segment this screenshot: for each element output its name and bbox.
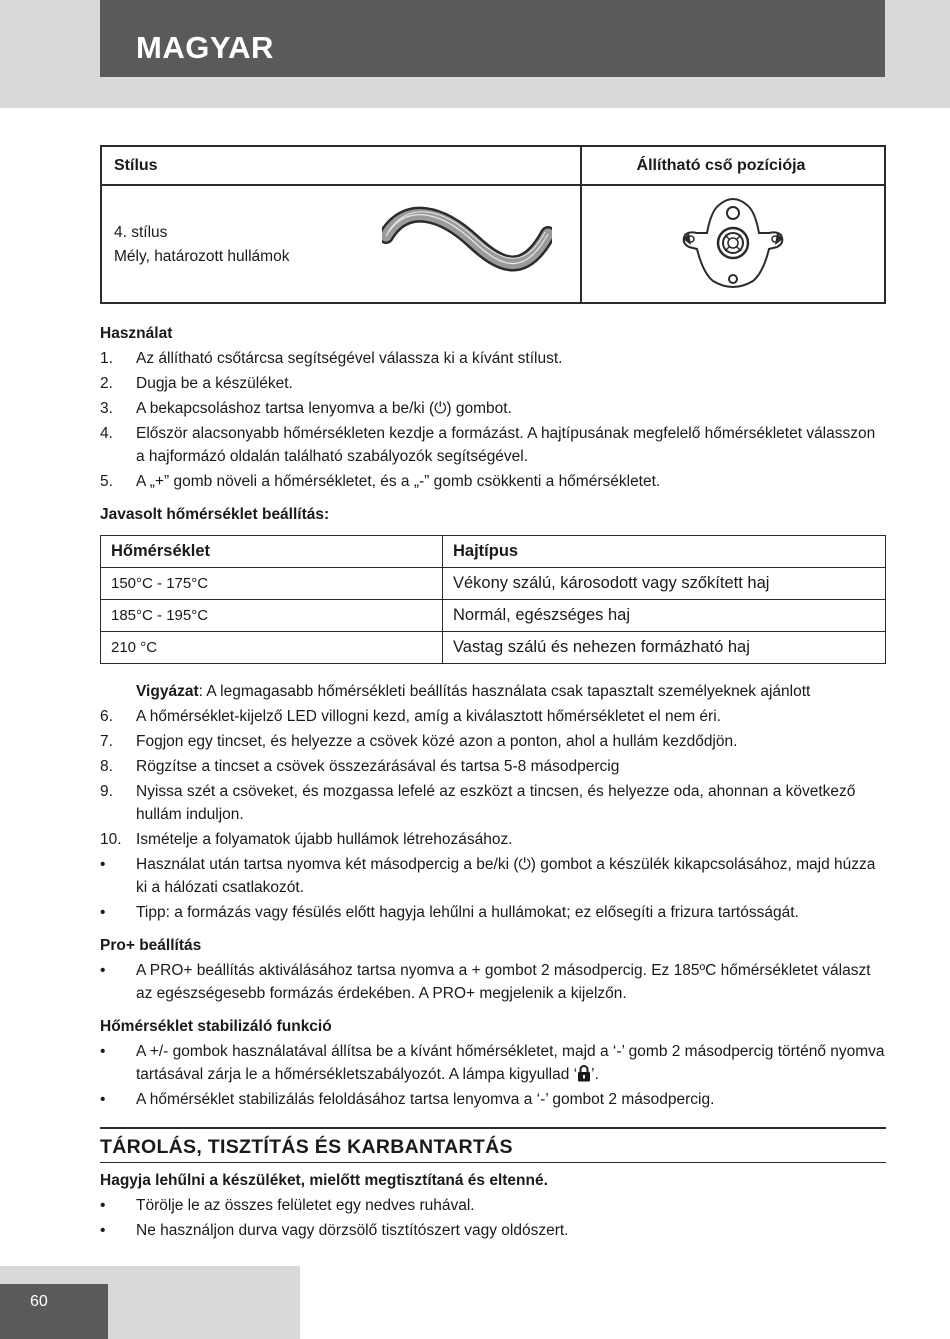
style-table [100,145,886,304]
temperature-cell: 150°C - 175°C [101,568,443,600]
language-header-bar [100,0,885,77]
list-item: • Ne használjon durva vagy dörzsölő tisztítószert vagy oldószert. [100,1222,569,1239]
list-item: • A PRO+ beállítás aktiválásához tartsa nyomva a + gombot 2 másodpercig. Ez 185ºC hőmérsékletet választ az egészségesebb formázás érdekében. A PRO+ megjelenik a kijelzőn. [100,962,871,1002]
style-name: 4. stílus [114,224,168,241]
list-item: 6. A hőmérséklet-kijelző LED villogni kezd, amíg a kiválasztott hőmérsékletet el nem éri. [100,708,721,725]
list-item: 1. Az állítható csőtárcsa segítségével válassza ki a kívánt stílust. [100,350,563,367]
list-item: 9. Nyissa szét a csöveket, és mozgassa lefelé az eszközt a tincsen, és helyezze oda, ahonnan a következő hullám induljon. [100,783,856,823]
list-item: • A +/- gombok használatával állítsa be a kívánt hőmérsékletet, majd a ‘-’ gomb 2 másodpercig történő nyomva tartásával zárja le a hőmérsékletszabályozót. A lámpa kigyullad ‘ ’. [100,1043,885,1083]
temperature-column-header: Hőmérséklet [101,536,443,568]
stabilizer-list [100,1040,886,1111]
hair-type-cell: Vastag szálú és nehezen formázható haj [443,632,886,664]
barrel-position-dial-icon [663,193,803,293]
hair-type-cell: Normál, egészséges haj [443,600,886,632]
style-cell [101,185,581,303]
language-title: MAGYAR [136,30,274,65]
temperature-cell: 185°C - 195°C [101,600,443,632]
style-column-header: Stílus [101,146,581,185]
storage-title: TÁROLÁS, TISZTÍTÁS ÉS KARBANTARTÁS [100,1127,886,1163]
style-description: Mély, határozott hullámok [114,248,290,265]
caution-note: Vigyázat: A legmagasabb hőmérsékleti beállítás használata csak tapasztalt személyeknek ajánlott [136,683,811,700]
usage-title: Használat [100,325,173,342]
temperature-cell: 210 °C [101,632,443,664]
list-item: 8. Rögzítse a tincset a csövek összezárásával és tartsa 5-8 másodpercig [100,758,620,775]
list-item: • A hőmérséklet stabilizálás feloldásához tartsa lenyomva a ‘-’ gombot 2 másodpercig. [100,1091,715,1108]
hair-type-cell: Vékony szálú, károsodott vagy szőkített haj [443,568,886,600]
list-item: 2. Dugja be a készüléket. [100,375,293,392]
list-item: 7. Fogjon egy tincset, és helyezze a csövek közé azon a ponton, ahol a hullám kezdődjön. [100,733,738,750]
list-item: 5. A „+” gomb növeli a hőmérsékletet, és a „-” gomb csökkenti a hőmérsékletet. [100,473,661,490]
list-item: 3. A bekapcsoláshoz tartsa lenyomva a be/ki (⏻) gombot. [100,400,512,417]
hair-wave-icon [382,204,552,282]
list-item: • Törölje le az összes felületet egy nedves ruhával. [100,1197,475,1214]
hair-type-column-header: Hajtípus [443,536,886,568]
table-row [101,632,886,664]
pro-list [100,959,886,1005]
position-column-header: Állítható cső pozíciója [581,146,885,185]
caution-label: Vigyázat [136,683,199,700]
stabilizer-title: Hőmérséklet stabilizáló funkció [100,1018,332,1035]
storage-subtitle: Hagyja lehűlni a készüléket, mielőtt megtisztítaná és eltenné. [100,1172,548,1189]
page-number: 60 [30,1293,48,1310]
usage-steps [100,347,886,493]
list-item: 4. Először alacsonyabb hőmérsékleten kezdje a formázást. A hajtípusának megfelelő hőmérsékletet válasszon a hajformázó oldalán található szabályozók segítségével. [100,425,876,465]
page-content [100,145,886,1244]
position-cell [581,185,885,303]
temperature-title: Javasolt hőmérséklet beállítás: [100,506,330,523]
table-row [101,568,886,600]
storage-list [100,1194,886,1242]
pro-title: Pro+ beállítás [100,937,202,954]
lock-icon [577,1064,591,1082]
list-item: • Használat után tartsa nyomva két másodpercig a be/ki (⏻) gombot a készülék kikapcsolásához, majd húzza ki a hálózati csatlakozót. [100,856,876,896]
table-row [101,600,886,632]
list-item: • Tipp: a formázás vagy fésülés előtt hagyja lehűlni a hullámokat; ez elősegíti a frizura tartósságát. [100,904,799,921]
temperature-table [100,535,886,664]
list-item: 10. Ismételje a folyamatok újabb hullámok létrehozásához. [100,831,513,848]
page-number-box [0,1284,108,1339]
usage-steps-continued [100,705,886,924]
